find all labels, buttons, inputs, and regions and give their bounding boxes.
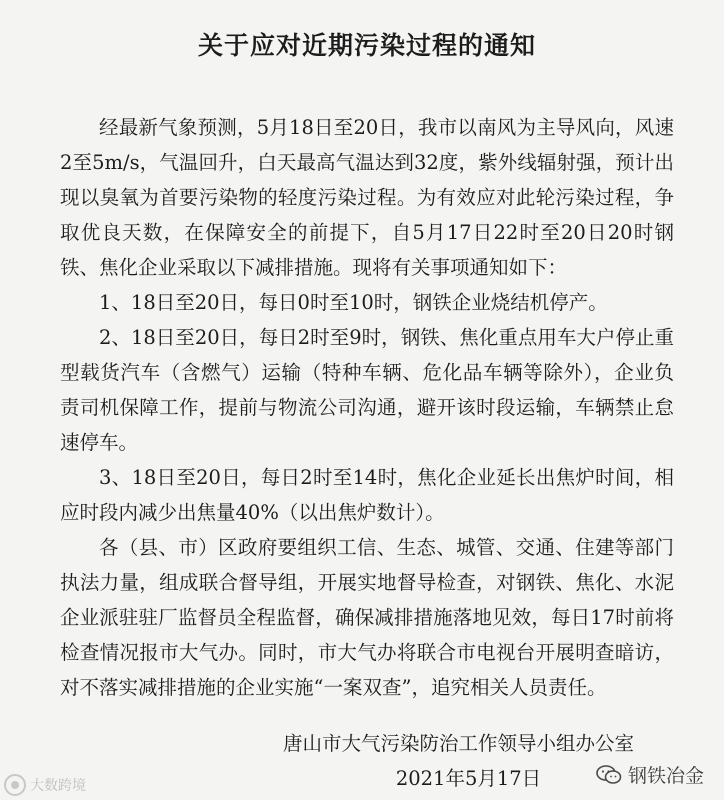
watermark-logo-icon (4, 774, 26, 796)
paragraph-intro: 经最新气象预测，5月18日至20日，我市以南风为主导风向，风速2至5m/s，气温回升，白天最高气温达到32度，紫外线辐射强，预计出现以臭氧为首要污染物的轻度污染过程。为有效应对此轮污染过程，争取优良天数，在保障安全的前提下，自5月17日22时至20日20时钢铁、焦化企业采取以下减排措施。现将有关事项通知如下： (60, 116, 674, 279)
wechat-icon (596, 765, 622, 785)
watermark-left (4, 774, 86, 796)
document-title: 关于应对近期污染过程的通知 (197, 31, 536, 60)
watermark-right (596, 761, 704, 788)
paragraph-item-3: 3、18日至20日，每日2时至14时，焦化企业延长出焦炉时间，相应时段内减少出焦量40%（以出焦炉数计）。 (60, 466, 674, 524)
watermark-right-text: 钢铁冶金 (627, 765, 704, 787)
signature-block (283, 726, 634, 796)
paragraph-item-2: 2、18日至20日，每日2时至9时，钢铁、焦化重点用车大户停止重型载货汽车（含燃气）运输（特种车辆、危化品车辆等除外），企业负责司机保障工作，提前与物流公司沟通，避开该时段运输，车辆禁止怠速停车。 (60, 326, 674, 454)
signature-date: 2021年5月17日 (395, 767, 542, 790)
paragraph-supervision: 各（县、市）区政府要组织工信、生态、城管、交通、住建等部门执法力量，组成联合督导组，开展实地督导检查，对钢铁、焦化、水泥企业派驻驻厂监督员全程监督，确保减排措施落地见效，每日17时前将检查情况报市大气办。同时，市大气办将联合市电视台开展明查暗访，对不落实减排措施的企业实施“一案双查”，追究相关人员责任。 (60, 536, 674, 699)
signature-office: 唐山市大气污染防治工作领导小组办公室 (282, 732, 634, 755)
paragraph-item-1: 1、18日至20日，每日0时至10时，钢铁企业烧结机停产。 (99, 291, 608, 314)
document-body (60, 110, 674, 705)
watermark-left-text: 大数跨境 (30, 778, 86, 794)
